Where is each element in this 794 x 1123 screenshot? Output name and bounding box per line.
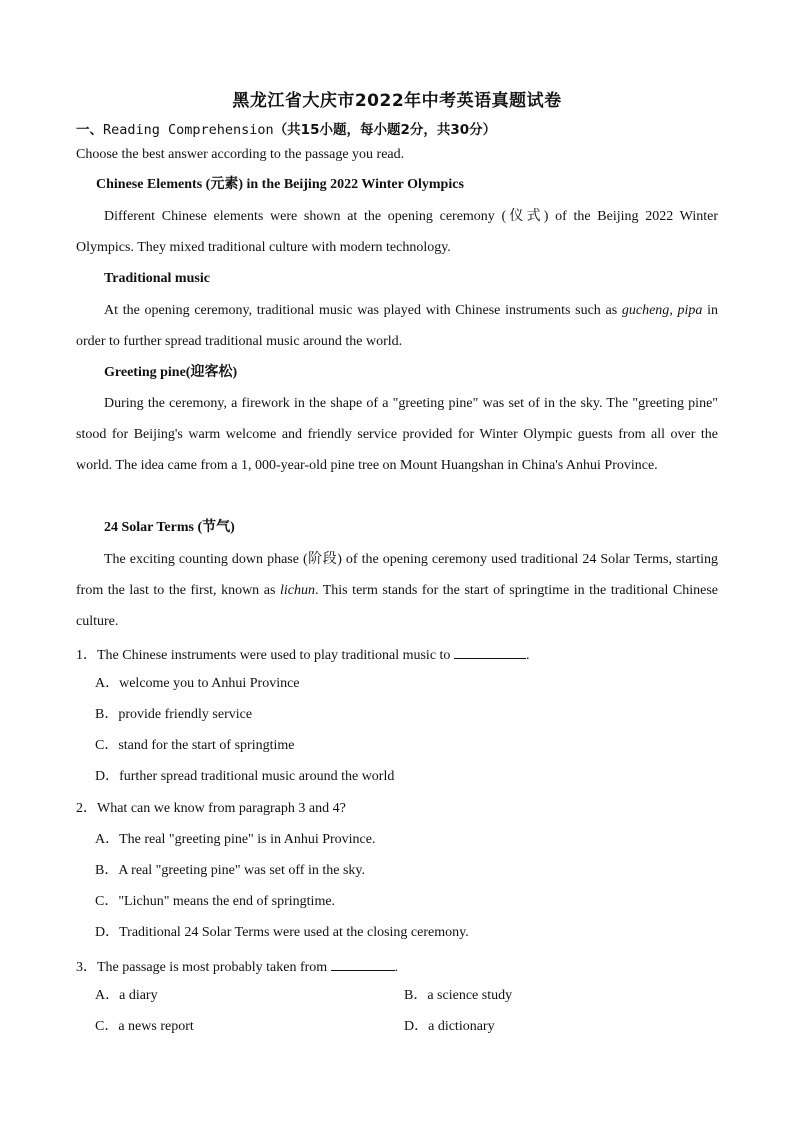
section-note: （共15小题，每小题2分，共30分）	[273, 122, 497, 138]
section-name: Reading Comprehension	[103, 122, 274, 138]
paragraph-music-text-after: in order to further spread traditional music around the world.	[76, 303, 719, 350]
q3-option-b[interactable]: B．a science study	[404, 988, 513, 1003]
q3-option-a[interactable]: A．a diary	[95, 988, 158, 1003]
question-1-stem-end: .	[525, 648, 530, 663]
passage-intro: Different Chinese elements were shown at the opening ceremony (仪式) of the Beijing 2022 Winter Olympics. They mixed traditional culture with modern technology.	[76, 209, 718, 256]
question-1-stem: 1．The Chinese instruments were used to play traditional music to	[76, 648, 454, 663]
passage-title: Chinese Elements (元素) in the Beijing 2022 Winter Olympics	[96, 177, 464, 192]
q3-option-c[interactable]: C．a news report	[95, 1019, 194, 1034]
term-pipa: pipa	[677, 303, 703, 318]
paragraph-solar-terms	[76, 544, 718, 638]
question-1	[76, 644, 529, 665]
question-3-stem: 3．The passage is most probably taken from	[76, 960, 331, 975]
paragraph-pine: During the ceremony, a firework in the shape of a "greeting pine" was set of in the sky. The "greeting pine" stood for Beijing's warm welcome and friendly service provided for Winter Olympic guests from all over the world. The idea came from a 1, 000-year-old pine tree on Mount Huangshan in China's Anhui Province.	[76, 396, 718, 474]
q1-option-c[interactable]: C．stand for the start of springtime	[95, 738, 295, 753]
term-separator: ,	[669, 303, 678, 318]
section-heading-pine: Greeting pine(迎客松)	[104, 365, 238, 380]
question-3-stem-end: .	[394, 960, 399, 975]
paragraph-music-text-before: At the opening ceremony, traditional music was played with Chinese instruments such as	[104, 303, 622, 318]
q2-option-c[interactable]: C．"Lichun" means the end of springtime.	[95, 894, 336, 909]
section-heading-solar-terms: 24 Solar Terms (节气)	[104, 520, 235, 535]
page-title: 黑龙江省大庆市2022年中考英语真题试卷	[232, 91, 562, 111]
q1-option-d[interactable]: D．further spread traditional music around the world	[95, 769, 395, 784]
instruction: Choose the best answer according to the passage you read.	[76, 147, 405, 162]
term-lichun: lichun	[279, 583, 315, 599]
q2-option-a[interactable]: A．The real "greeting pine" is in Anhui Province.	[95, 832, 376, 847]
answer-blank[interactable]	[454, 644, 526, 659]
question-2-stem: 2．What can we know from paragraph 3 and 4?	[76, 801, 346, 816]
q1-option-a[interactable]: A．welcome you to Anhui Province	[95, 676, 300, 691]
q3-option-d[interactable]: D．a dictionary	[404, 1019, 495, 1034]
term-gucheng: gucheng	[621, 303, 670, 318]
paragraph-solar-text-after: . This term stands for the start of springtime in the traditional Chinese culture.	[76, 583, 718, 630]
section-prefix: 一、	[76, 122, 103, 138]
q2-option-b[interactable]: B．A real "greeting pine" was set off in the sky.	[95, 863, 365, 878]
q2-option-d[interactable]: D．Traditional 24 Solar Terms were used at the closing ceremony.	[95, 925, 469, 940]
section-header	[76, 118, 496, 138]
section-heading-music: Traditional music	[104, 271, 210, 286]
answer-blank[interactable]	[331, 956, 395, 971]
paragraph-solar-text-before: The exciting counting down phase (阶段) of the opening ceremony used traditional 24 Solar Terms, starting from the last to the first, known as	[76, 552, 718, 599]
paragraph-music	[76, 295, 718, 357]
question-3	[76, 956, 398, 977]
q1-option-b[interactable]: B．provide friendly service	[95, 707, 253, 722]
